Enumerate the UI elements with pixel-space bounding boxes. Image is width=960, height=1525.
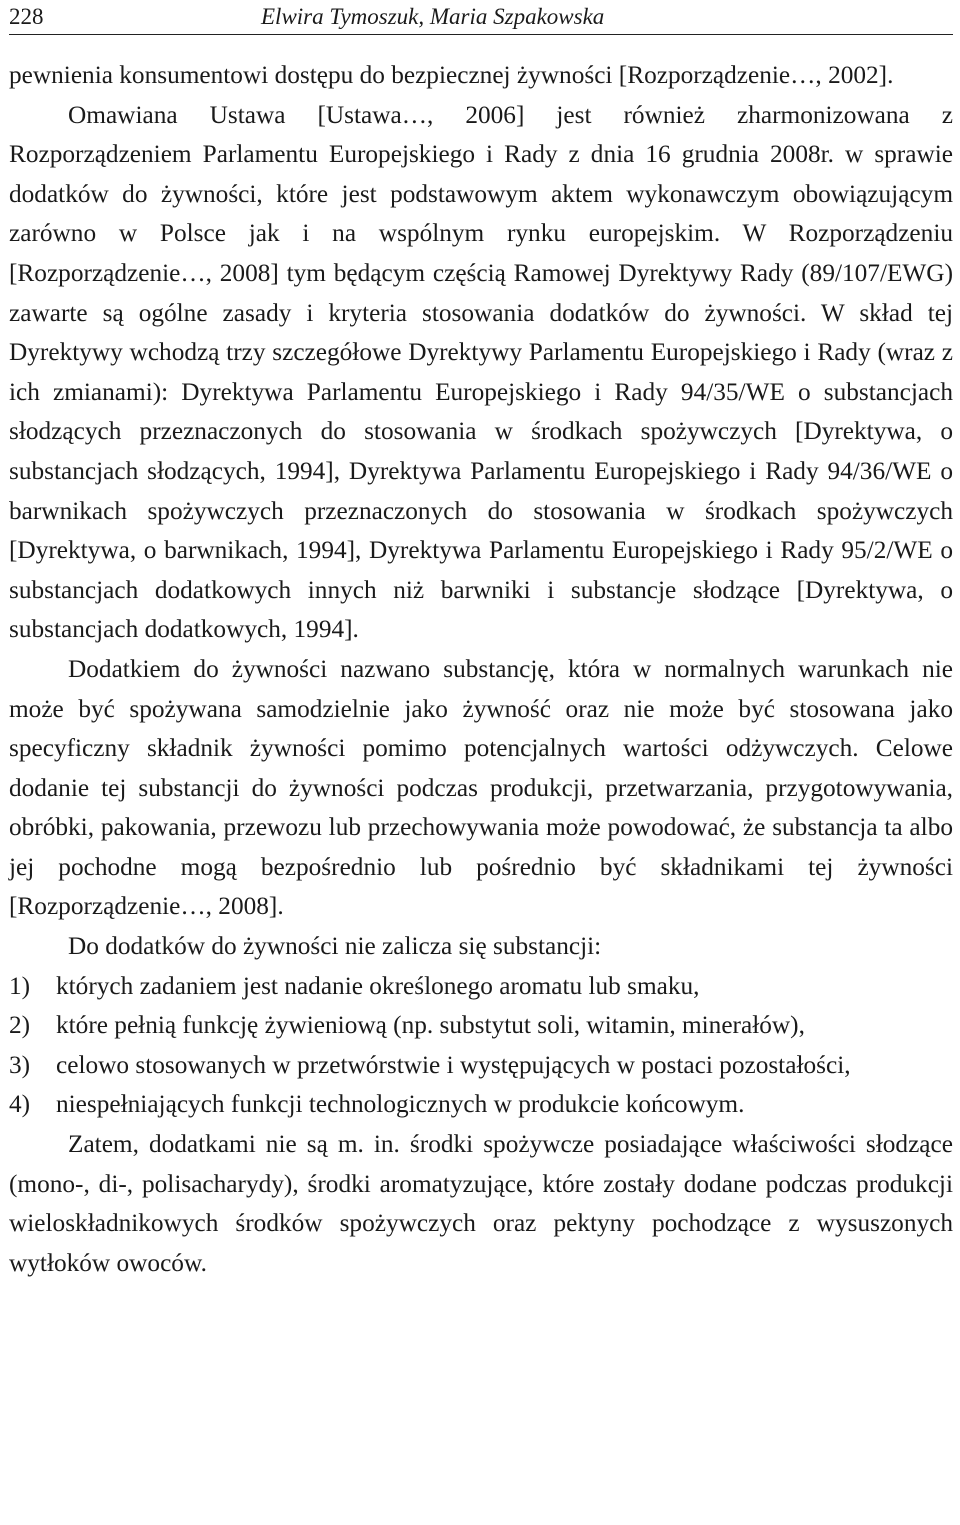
document-page [9, 0, 953, 1283]
paragraph-closing: Zatem, dodatkami nie są m. in. środki spożywcze posiadające właściwości słodzące (mono-, di-, polisacharydy), środki aromatyzujące, które zostały dodane podczas produkcji wieloskładnikowych środków spożywczych oraz pektyny pochodzące z wysuszonych wytłoków owoców. [9, 1130, 953, 1277]
list-item-number: 1) [9, 971, 31, 1000]
list-item-number: 4) [9, 1090, 31, 1119]
list-item-number: 3) [9, 1050, 31, 1079]
exclusions-list [9, 967, 953, 1125]
list-item [9, 967, 953, 1007]
paragraph-legislation: Omawiana Ustawa [Ustawa…, 2006] jest również zharmonizowana z Rozporządzeniem Parlamentu Europejskiego i Rady z dnia 16 grudnia 2008r. w sprawie dodatków do żywności, które jest podstawowym aktem wykonawczym obowiązującym zarówno w Polsce jak i na wspólnym rynku europejskim. W Rozporządzeniu [Rozporządzenie…, 2008] tym będącym częścią Ramowej Dyrektywy Rady (89/107/EWG) zawarte są ogólne zasady i kryteria stosowania dodatków do żywności. W skład tej Dyrektywy wchodzą trzy szczegółowe Dyrektywy Parlamentu Europejskiego i Rady (wraz z ich zmianami): Dyrektywa Parlamentu Europejskiego i Rady 94/35/WE o substancjach słodzących przeznaczonych do stosowania w środkach spożywczych [Dyrektywa, o substancjach słodzących, 1994], Dyrektywa Parlamentu Europejskiego i Rady 94/36/WE o barwnikach spożywczych przeznaczonych do stosowania w środkach spożywczych [Dyrektywa, o barwnikach, 1994], Dyrektywa Parlamentu Europejskiego i Rady 95/2/WE o substancjach dodatkowych innych niż barwniki i substancje słodzące [Dyrektywa, o substancjach dodatkowych, 1994]. [9, 100, 953, 644]
list-item-text: niespełniających funkcji technologicznych w produkcie końcowym. [56, 1090, 745, 1119]
list-item [9, 1006, 953, 1046]
paragraph-list-intro: Do dodatków do żywności nie zalicza się substancji: [68, 932, 602, 961]
list-item-number: 2) [9, 1011, 31, 1040]
running-title: Elwira Tymoszuk, Maria Szpakowska [261, 4, 605, 29]
paragraph-continuation: pewnienia konsumentowi dostępu do bezpiecznej żywności [Rozporządzenie…, 2002]. [9, 61, 894, 89]
list-item-text: które pełnią funkcję żywieniową (np. substytut soli, witamin, minerałów), [56, 1011, 805, 1040]
page-header [9, 0, 953, 35]
body-text [9, 56, 953, 1283]
list-item [9, 1046, 953, 1086]
list-item-text: celowo stosowanych w przetwórstwie i występujących w postaci pozostałości, [56, 1050, 851, 1079]
paragraph-additive-definition: Dodatkiem do żywności nazwano substancję, która w normalnych warunkach nie może być spożywana samodzielnie jako żywność oraz nie może być stosowana jako specyficzny składnik żywności pomimo potencjalnych wartości odżywczych. Celowe dodanie tej substancji do żywności podczas produkcji, przetwarzania, przygotowywania, obróbki, pakowania, przewozu lub przechowywania może powodować, że substancja ta albo jej pochodne mogą bezpośrednio lub pośrednio być składnikami tej żywności [Rozporządzenie…, 2008]. [9, 654, 953, 921]
list-item-text: których zadaniem jest nadanie określonego aromatu lub smaku, [56, 971, 700, 1000]
page-number: 228 [9, 4, 44, 29]
list-item [9, 1085, 953, 1125]
